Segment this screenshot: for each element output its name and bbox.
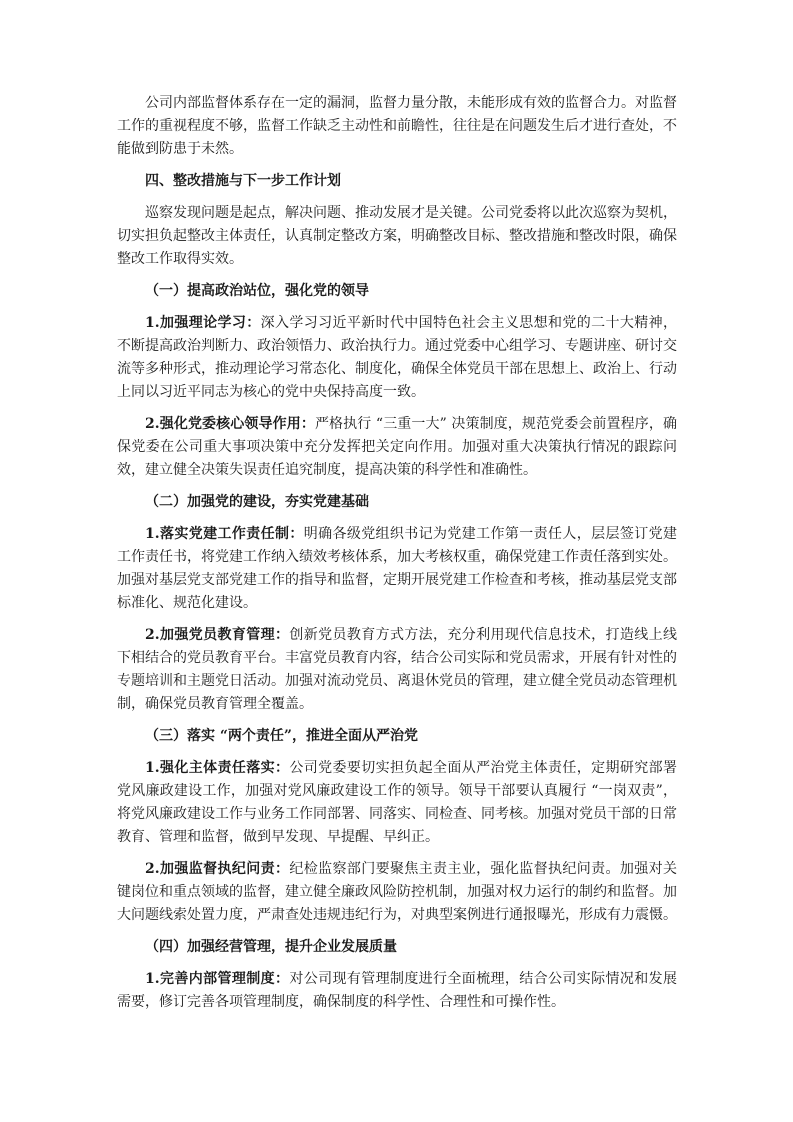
body-1-1: 深入学习习近平新时代中国特色社会主义思想和党的二十大精神，不断提高政治判断力、政治领悟力、政治执行力。通过党委中心组学习、专题讲座、研讨交流等多种形式，推动理论学习常态化、制度化，确保全体党员干部在思想上、政治上、行动上同以习近平同志为核心的党中央保持高度一致。 [117,315,677,400]
paragraph-4-1 [117,968,677,1014]
paragraph-intro: 巡察发现问题是起点，解决问题、推动发展才是关键。公司党委将以此次巡察为契机，切实担负起整改主体责任，认真制定整改方案，明确整改目标、整改措施和整改时限，确保整改工作取得实效。 [117,205,677,267]
lead-2-2: 2.加强党员教育管理： [145,627,290,643]
lead-3-1: 1.强化主体责任落实： [145,760,290,776]
heading-section-4: 四、整改措施与下一步工作计划 [145,173,341,189]
lead-3-2: 2.加强监督执纪问责： [145,861,290,877]
paragraph-3-2 [117,858,677,927]
paragraph-2-1 [117,523,677,615]
body-2-1: 明确各级党组织书记为党建工作第一责任人，层层签订党建工作责任书，将党建工作纳入绩效考核体系，加大考核权重，确保党建工作责任落到实处。加强对基层党支部党建工作的指导和监督，定期开展党建工作检查和考核，推动基层党支部标准化、规范化建设。 [117,526,677,611]
lead-4-1: 1.完善内部管理制度： [145,971,290,987]
subheading-4: （四）加强经营管理，提升企业发展质量 [145,939,397,955]
body-1-2: 严格执行 “三重一大” 决策制度，规范党委会前置程序，确保党委在公司重大事项决策中充分发挥把关定向作用。加强对重大决策执行情况的跟踪问效，建立健全决策失误责任追究制度，提高决策的科学性和准确性。 [117,416,677,478]
paragraph-2-2 [117,624,677,716]
body-3-2: 纪检监察部门要聚焦主责主业，强化监督执纪问责。加强对关键岗位和重点领域的监督，建立健全廉政风险防控机制，加强对权力运行的制约和监督。加大问题线索处置力度，严肃查处违规违纪行为，对典型案例进行通报曝光，形成有力震慑。 [117,861,678,923]
subheading-3: （三）落实 “两个责任”，推进全面从严治党 [145,728,418,744]
paragraph-supervision-issue: 公司内部监督体系存在一定的漏洞，监督力量分散，未能形成有效的监督合力。对监督工作的重视程度不够，监督工作缺乏主动性和前瞻性，往往是在问题发生后才进行查处，不能做到防患于未然。 [117,95,677,157]
lead-1-1: 1.加强理论学习： [145,315,261,331]
subheading-1: （一）提高政治站位，强化党的领导 [145,283,369,299]
subheading-2: （二）加强党的建设，夯实党建基础 [145,494,369,510]
lead-2-1: 1.落实党建工作责任制： [145,526,304,542]
paragraph-3-1 [117,757,677,849]
paragraph-1-2 [117,413,677,482]
paragraph-1-1 [117,312,677,404]
body-3-1: 公司党委要切实担负起全面从严治党主体责任，定期研究部署党风廉政建设工作，加强对党风廉政建设工作的领导。领导干部要认真履行 “一岗双责”，将党风廉政建设工作与业务工作同部署、同落实、同检查、同考核。加强对党员干部的日常教育、管理和监督，做到早发现、早提醒、早纠正。 [117,760,678,845]
body-4-1: 对公司现有管理制度进行全面梳理，结合公司实际情况和发展需要，修订完善各项管理制度，确保制度的科学性、合理性和可操作性。 [117,971,678,1010]
body-2-2: 创新党员教育方式方法，充分利用现代信息技术，打造线上线下相结合的党员教育平台。丰富党员教育内容，结合公司实际和党员需求，开展有针对性的专题培训和主题党日活动。加强对流动党员、离退休党员的管理，建立健全党员动态管理机制，确保党员教育管理全覆盖。 [117,627,678,712]
lead-1-2: 2.强化党委核心领导作用： [145,416,315,432]
document-page [117,92,677,1014]
